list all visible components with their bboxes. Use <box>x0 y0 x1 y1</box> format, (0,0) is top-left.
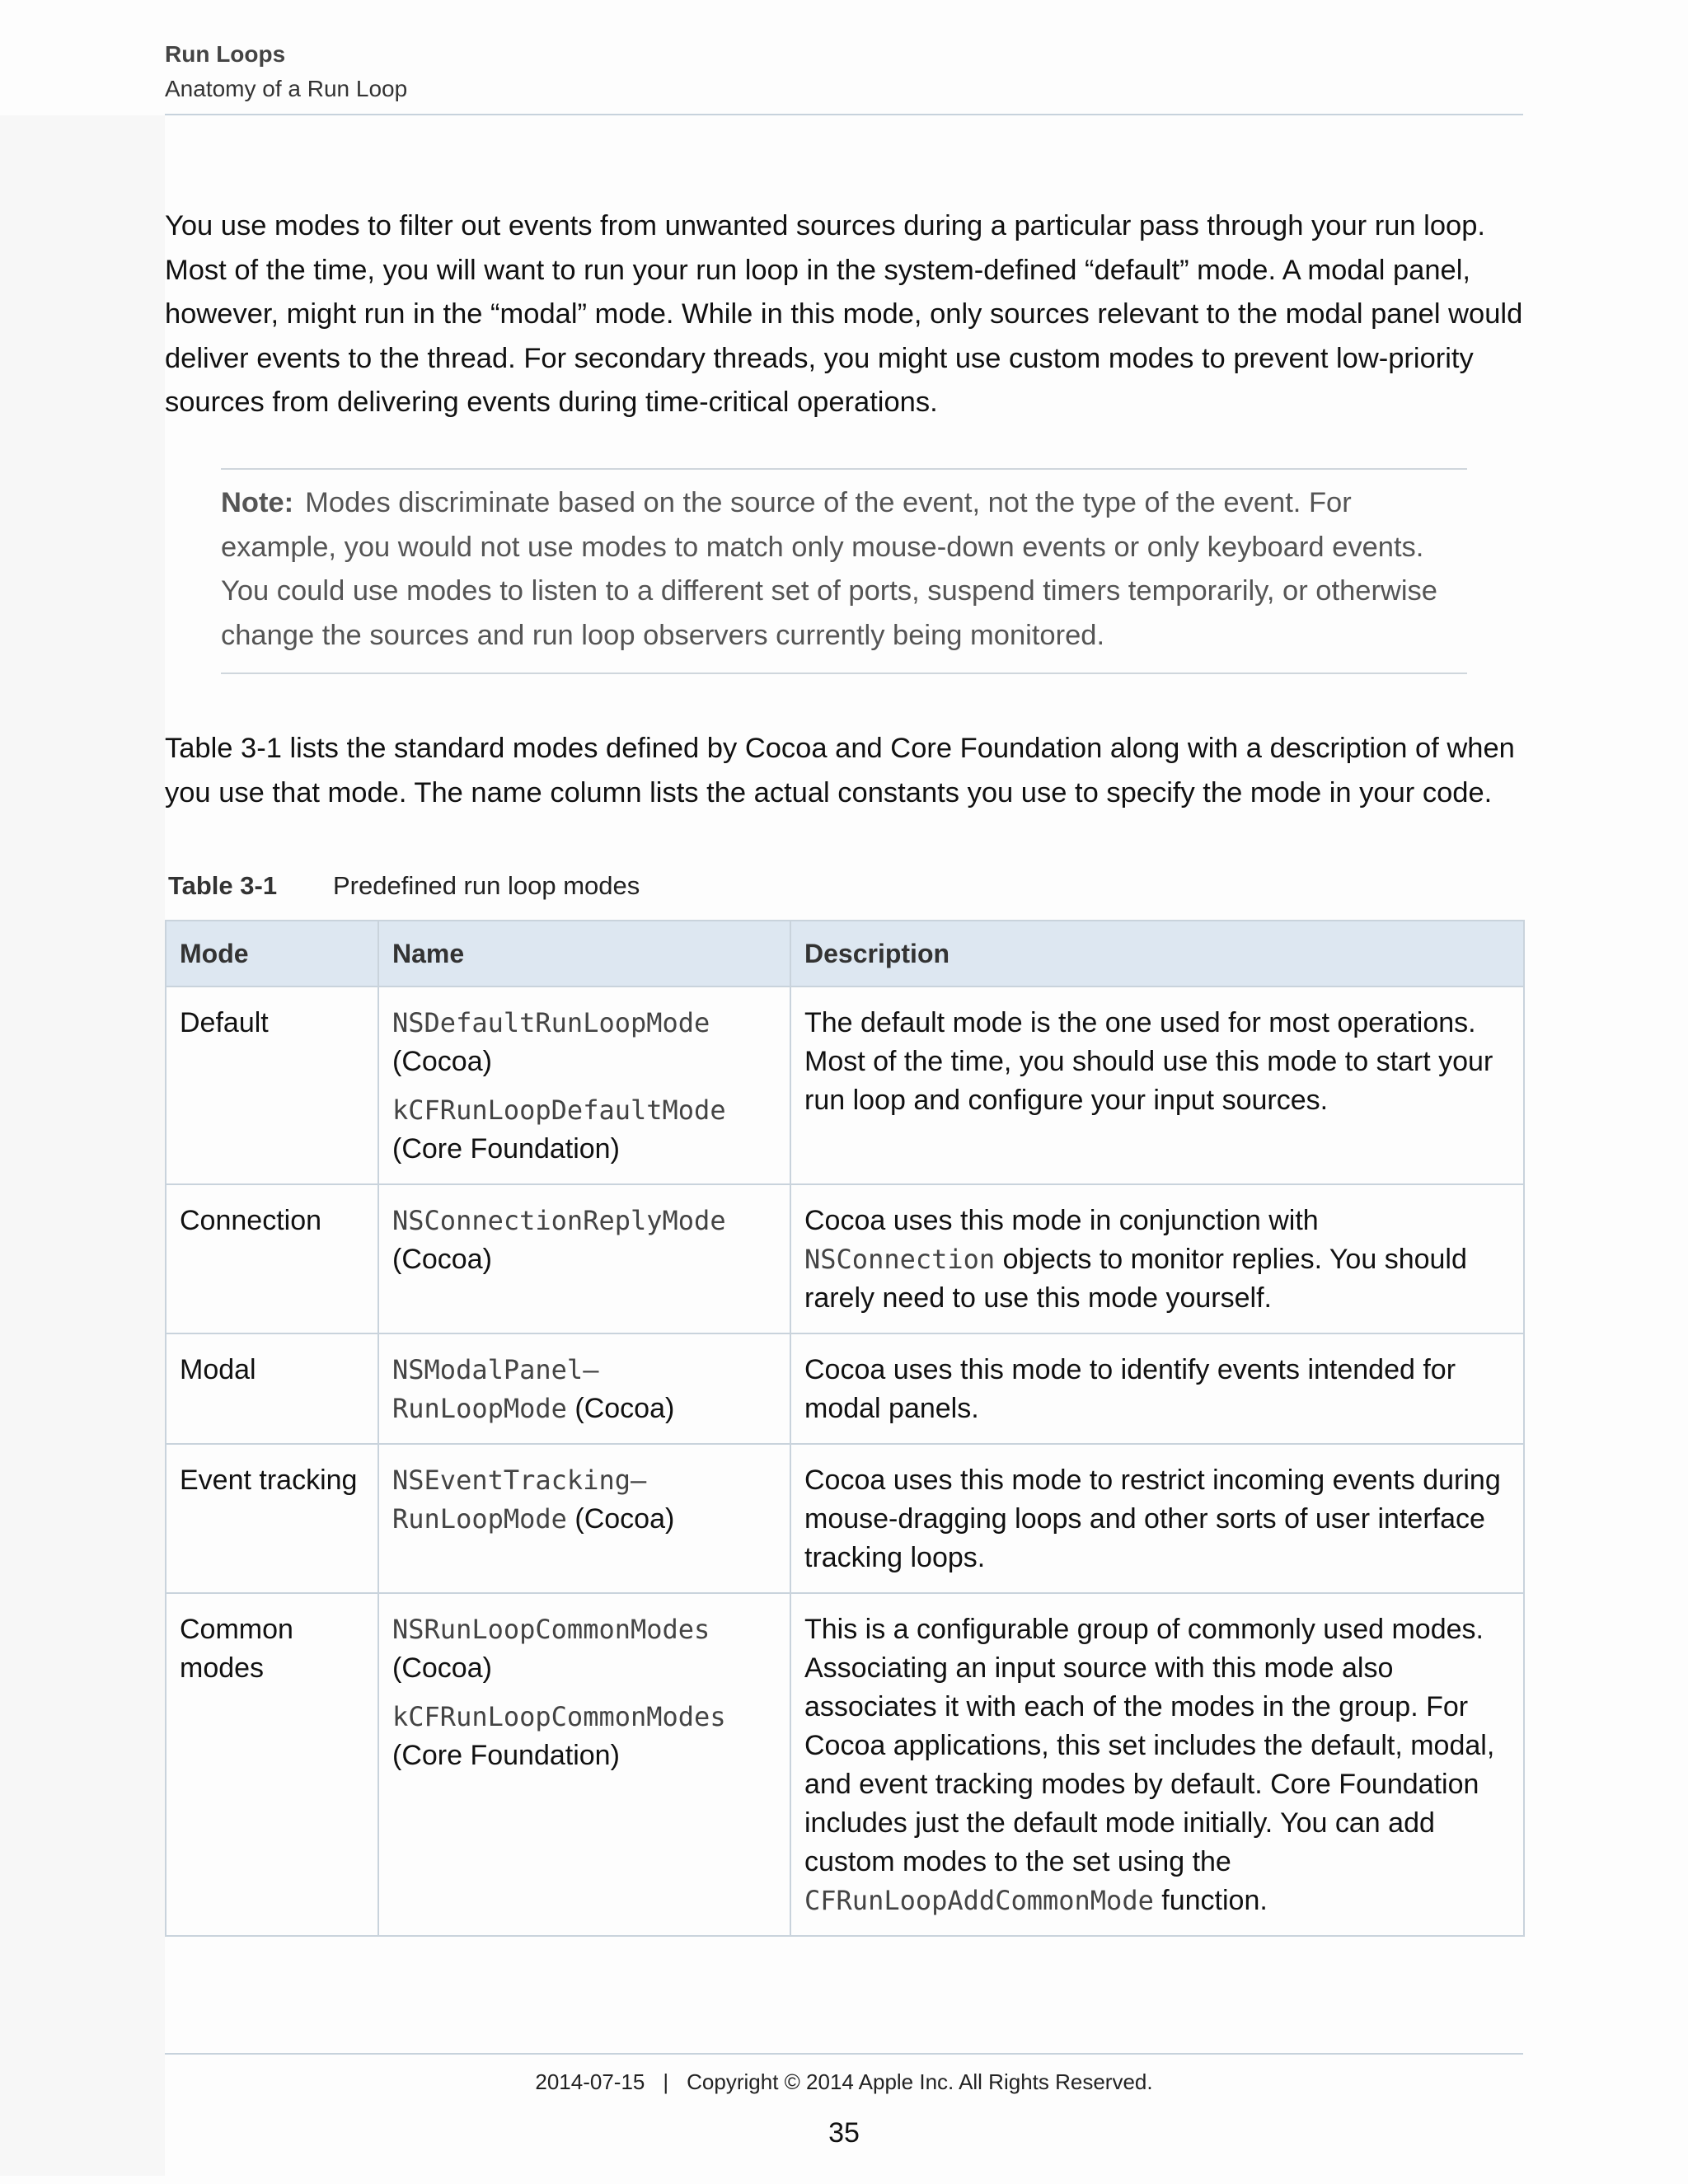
name-cell <box>378 1444 790 1593</box>
mode-cell: Modal <box>166 1333 378 1444</box>
margin-shade <box>0 115 165 2176</box>
framework-label: (Core Foundation) <box>392 1740 620 1771</box>
mode-cell: Default <box>166 987 378 1184</box>
inline-code: CFRunLoopAddCommonMode <box>804 1885 1154 1916</box>
constant-code: kCFRunLoopCommonModes <box>392 1701 726 1732</box>
framework-label: (Cocoa) <box>574 1393 675 1424</box>
inline-code: NSConnection <box>804 1244 996 1275</box>
table-row <box>166 1184 1524 1333</box>
footer-divider <box>165 2053 1523 2055</box>
framework-label: (Cocoa) <box>574 1503 675 1535</box>
name-entry <box>392 1004 776 1081</box>
name-cell <box>378 1333 790 1444</box>
description-cell: Cocoa uses this mode to restrict incoming events during mouse-dragging loops and other sorts of user interface tracking loops. <box>790 1444 1524 1593</box>
table-row <box>166 1333 1524 1444</box>
name-entry <box>392 1091 776 1169</box>
constant-code: NSEventTracking– <box>392 1465 647 1496</box>
description-text: objects to monitor replies. You should rarely need to use this mode yourself. <box>804 1244 1467 1314</box>
constant-code: NSDefaultRunLoopMode <box>392 1007 710 1038</box>
header-divider <box>165 114 1523 115</box>
note-body: Modes discriminate based on the source of the event, not the type of the event. For example, you would not use modes to match only mouse-down events or only keyboard events. You could use modes to listen to a different set of ports, suspend timers temporarily, or otherwise change the sources and run loop observers currently being monitored. <box>221 487 1437 651</box>
note-label: Note: <box>221 487 294 518</box>
table-header-row <box>166 921 1524 987</box>
column-header-mode: Mode <box>166 921 378 987</box>
page-header <box>165 38 1523 105</box>
note-box <box>221 468 1467 674</box>
intro-paragraph: You use modes to filter out events from unwanted sources during a particular pass through your run loop. Most of the time, you will want to run your run loop in the system-defined “default” mode. A modal panel, however, might run in the “modal” mode. While in this mode, only sources relevant to the modal panel would deliver events to the thread. For secondary threads, you might use custom modes to prevent low-priority sources from delivering events during time-critical operations. <box>165 210 1523 418</box>
name-cell <box>378 1593 790 1936</box>
name-entry <box>392 1698 776 1775</box>
run-loop-modes-table <box>165 920 1525 1937</box>
framework-label: (Core Foundation) <box>392 1133 620 1165</box>
description-cell: The default mode is the one used for most operations. Most of the time, you should use this mode to start your run loop and configure your input sources. <box>790 987 1524 1184</box>
table-intro-paragraph: Table 3-1 lists the standard modes defined by Cocoa and Core Foundation along with a description of when you use that mode. The name column lists the actual constants you use to specify the mode in your code. <box>165 733 1515 808</box>
framework-label: (Cocoa) <box>392 1046 492 1077</box>
table-caption-title: Predefined run loop modes <box>333 871 640 900</box>
name-entry <box>392 1202 776 1279</box>
description-cell <box>790 1184 1524 1333</box>
name-cell <box>378 987 790 1184</box>
mode-cell: Common modes <box>166 1593 378 1936</box>
constant-code: RunLoopMode <box>392 1393 567 1424</box>
note-text <box>221 481 1467 658</box>
constant-code: NSModalPanel– <box>392 1354 599 1385</box>
description-cell <box>790 1593 1524 1936</box>
constant-code: RunLoopMode <box>392 1503 567 1535</box>
framework-label: (Cocoa) <box>392 1652 492 1684</box>
page-number: 35 <box>828 2117 860 2149</box>
footer-copyright: Copyright © 2014 Apple Inc. All Rights Reserved. <box>687 2069 1153 2094</box>
page-footer <box>165 2067 1523 2097</box>
table-caption-label: Table 3-1 <box>168 871 278 900</box>
description-text: Cocoa uses this mode in conjunction with <box>804 1205 1319 1236</box>
table-caption <box>168 869 640 903</box>
description-text: This is a configurable group of commonly used modes. Associating an input source with this mode also associates it with each of the modes in the group. For Cocoa applications, this set includes the default, modal, and event tracking modes by default. Core Foundation includes just the default mode initially. You can add custom modes to the set using the <box>804 1614 1495 1877</box>
table-row <box>166 987 1524 1184</box>
constant-code: NSRunLoopCommonModes <box>392 1614 710 1645</box>
column-header-name: Name <box>378 921 790 987</box>
name-cell <box>378 1184 790 1333</box>
framework-label: (Cocoa) <box>392 1244 492 1275</box>
section-title: Anatomy of a Run Loop <box>165 76 408 101</box>
chapter-title: Run Loops <box>165 41 286 67</box>
constant-code: NSConnectionReplyMode <box>392 1205 726 1236</box>
description-text: function. <box>1161 1885 1268 1916</box>
footer-date: 2014-07-15 <box>535 2069 645 2094</box>
table-row <box>166 1444 1524 1593</box>
footer-separator: | <box>663 2069 669 2094</box>
column-header-description: Description <box>790 921 1524 987</box>
name-entry <box>392 1610 776 1688</box>
mode-cell: Connection <box>166 1184 378 1333</box>
constant-code: kCFRunLoopDefaultMode <box>392 1094 726 1126</box>
mode-cell: Event tracking <box>166 1444 378 1593</box>
table-row <box>166 1593 1524 1936</box>
description-cell: Cocoa uses this mode to identify events intended for modal panels. <box>790 1333 1524 1444</box>
